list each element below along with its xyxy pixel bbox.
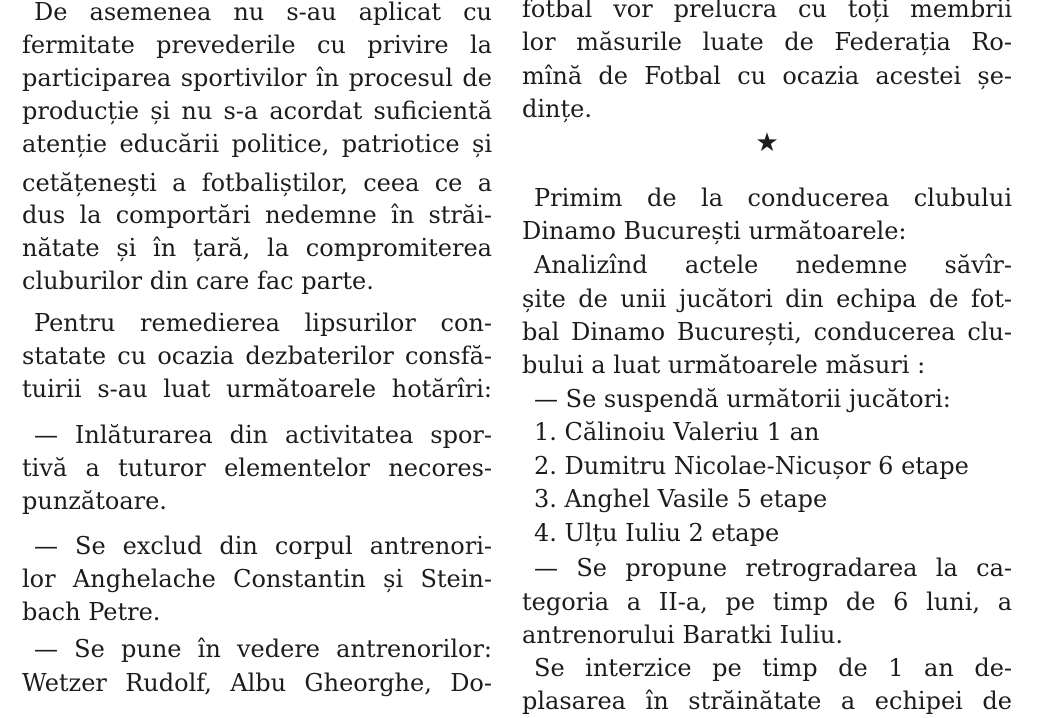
text-line: tuirii s-au luat următoarele hotărîri: <box>22 375 492 403</box>
text-line: Se interzice pe timp de 1 an de- <box>534 654 1012 682</box>
star-separator-icon: ★ <box>755 128 779 158</box>
text-line: bach Petre. <box>22 598 161 626</box>
text-line: antrenorului Baratki Iuliu. <box>522 621 843 649</box>
text-line: lor Anghelache Constantin și Stein- <box>22 565 492 593</box>
text-line: Wetzer Rudolf, Albu Gheorghe, Do- <box>22 669 492 697</box>
text-line: mînă de Fotbal cu ocazia acestei șe- <box>522 62 1012 90</box>
text-line: producție și nu s-a acordat suficientă <box>22 97 492 125</box>
text-line: Analizînd actele nedemne săvîr- <box>534 251 1012 279</box>
text-line: statate cu ocazia dezbaterilor consfă- <box>22 342 492 370</box>
text-line: Dinamo București următoarele: <box>522 217 907 245</box>
text-line: bului a luat următoarele măsuri : <box>522 351 926 379</box>
text-line: tivă a tuturor elementelor necores- <box>22 454 492 482</box>
text-line: Pentru remedierea lipsurilor con- <box>34 309 492 337</box>
text-line: bal Dinamo București, conducerea clu- <box>522 318 1012 346</box>
text-line: dus la comportări nedemne în străi- <box>22 201 492 229</box>
text-line: dințe. <box>522 95 592 123</box>
text-line: atenție educării politice, patriotice și <box>22 130 492 158</box>
text-line: — Se exclud din corpul antrenori- <box>34 532 492 560</box>
text-line: fotbal vor prelucra cu toți membrii <box>522 0 1012 23</box>
text-line: — Se pune în vedere antrenorilor: <box>34 635 492 663</box>
list-item: 4. Ulțu Iuliu 2 etape <box>534 519 780 547</box>
text-line: lor măsurile luate de Federația Ro- <box>522 28 1012 56</box>
text-line: nătate și în țară, la compromiterea <box>22 234 492 262</box>
list-item: 1. Călinoiu Valeriu 1 an <box>534 418 820 446</box>
text-line: De asemenea nu s-au aplicat cu <box>34 0 492 26</box>
text-line: fermitate prevederile cu privire la <box>22 31 492 59</box>
text-line: cetățenești a fotbaliștilor, ceea ce a <box>22 169 492 197</box>
text-line: tegoria a II-a, pe timp de 6 luni, a <box>522 588 1012 616</box>
text-line: cluburilor din care fac parte. <box>22 267 374 295</box>
text-line: punzătoare. <box>22 487 167 515</box>
list-item: 2. Dumitru Nicolae-Nicușor 6 etape <box>534 452 969 480</box>
text-line: — Se suspendă următorii jucători: <box>534 385 951 413</box>
list-item: 3. Anghel Vasile 5 etape <box>534 485 828 513</box>
text-line: — Inlăturarea din activitatea spor- <box>34 421 492 449</box>
text-line: plasarea în străinătate a echipei de <box>522 687 1012 715</box>
text-line: — Se propune retrogradarea la ca- <box>534 554 1012 582</box>
text-line: Primim de la conducerea clubului <box>534 184 1012 212</box>
text-line: șite de unii jucători din echipa de fot- <box>522 285 1012 313</box>
text-line: participarea sportivilor în procesul de <box>22 64 492 92</box>
